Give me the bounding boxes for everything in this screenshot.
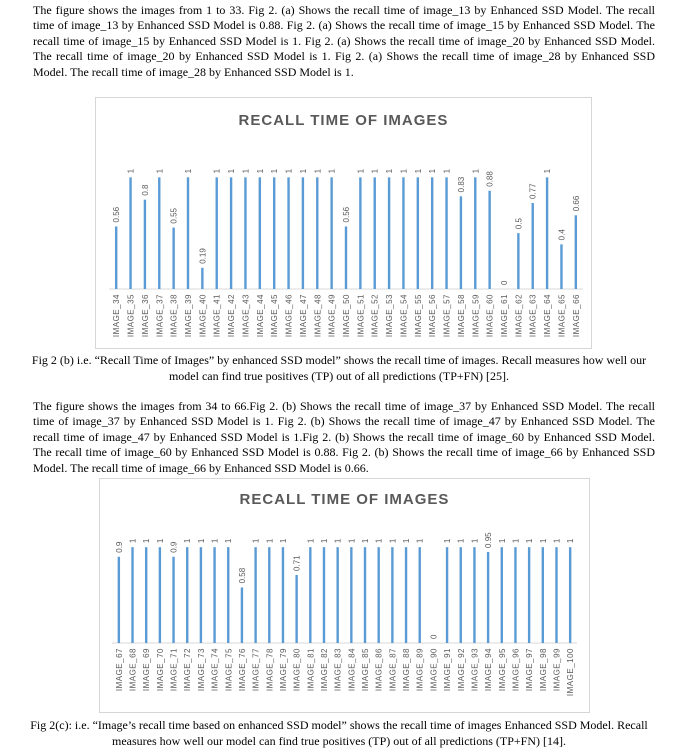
bar xyxy=(528,547,530,643)
bar xyxy=(446,547,448,643)
bar xyxy=(115,226,117,289)
data-label: 0 xyxy=(500,280,509,285)
chart-title: RECALL TIME OF IMAGES xyxy=(238,112,449,129)
bar xyxy=(187,177,189,289)
bar xyxy=(445,177,447,289)
data-label: 1 xyxy=(126,168,136,174)
data-label: 1 xyxy=(399,168,409,174)
data-label: 1 xyxy=(402,538,412,544)
data-label: 0.56 xyxy=(342,206,351,223)
data-label: 1 xyxy=(543,168,553,174)
category-label: IMAGE_69 xyxy=(142,648,152,692)
category-label: IMAGE_94 xyxy=(484,648,494,692)
data-label: 1 xyxy=(442,168,452,174)
bar xyxy=(569,547,571,643)
data-label: 1 xyxy=(284,168,294,174)
category-label: IMAGE_88 xyxy=(402,648,412,692)
data-label: 0.56 xyxy=(112,206,122,223)
category-label: IMAGE_60 xyxy=(485,294,495,338)
data-label: 1 xyxy=(443,538,453,544)
category-label: IMAGE_47 xyxy=(298,294,308,338)
bar xyxy=(330,177,332,289)
category-label: IMAGE_48 xyxy=(313,294,323,338)
paragraph-1: The figure shows the images from 1 to 33. Fig 2. (a) Shows the recall time of image_13 by Enhanced SSD Model. The recall time of image_13 by Enhanced SSD Model is 0.88. Fig 2. (a) Shows the recall time of image_15 by Enhanced SSD Model. The recall time of image_15 by Enhanced SSD Model is 1. Fig 2. (a) Shows the recall time of image_20 by Enhanced SSD Model. The recall time of image_20 by Enhanced SSD Model is 1. Fig 2. (a) Shows the recall time of image_28 by Enhanced SSD Model. The recall time of image_28 by Enhanced SSD Model is 1. xyxy=(33,3,655,79)
data-label: 1 xyxy=(255,168,265,174)
data-label: 1 xyxy=(241,168,251,174)
data-label: 0.83 xyxy=(456,176,466,193)
bar xyxy=(359,177,361,289)
data-label: 0.71 xyxy=(292,555,302,571)
category-label: IMAGE_56 xyxy=(428,294,438,338)
bar xyxy=(273,177,275,289)
category-label: IMAGE_44 xyxy=(255,294,265,338)
bar xyxy=(460,196,462,289)
bar xyxy=(309,547,311,643)
category-label: IMAGE_78 xyxy=(265,648,275,692)
bar xyxy=(131,547,133,643)
bar xyxy=(244,177,246,289)
category-label: IMAGE_91 xyxy=(443,648,453,692)
category-label: IMAGE_46 xyxy=(284,294,294,338)
category-label: IMAGE_54 xyxy=(399,294,409,338)
category-label: IMAGE_87 xyxy=(388,648,398,692)
category-label: IMAGE_72 xyxy=(183,648,193,692)
bar xyxy=(230,177,232,289)
category-label: IMAGE_70 xyxy=(155,648,165,692)
data-label: 1 xyxy=(251,538,261,544)
bar xyxy=(417,177,419,289)
category-label: IMAGE_81 xyxy=(306,648,316,692)
category-label: IMAGE_55 xyxy=(413,294,423,338)
category-label: IMAGE_85 xyxy=(361,648,371,692)
data-label: 1 xyxy=(497,538,507,544)
category-label: IMAGE_96 xyxy=(511,648,521,692)
category-label: IMAGE_43 xyxy=(241,294,251,338)
category-label: IMAGE_50 xyxy=(342,294,351,338)
category-label: IMAGE_98 xyxy=(538,648,548,692)
caption-2: Fig 2(c): i.e. “Image’s recall time based on enhanced SSD model” shows the recall time of images Enhanced SSD Model. Recall measures how well our model can find true positives (TP) out of all predictions (TP+FN) [14]. xyxy=(30,718,648,748)
bar xyxy=(158,177,160,289)
bar xyxy=(377,547,379,643)
data-label: 0.9 xyxy=(114,541,124,553)
bar xyxy=(474,177,476,289)
bar xyxy=(172,228,174,289)
data-label: 1 xyxy=(319,538,329,544)
bar xyxy=(419,547,421,643)
data-label: 1 xyxy=(184,168,193,174)
data-label: 0.77 xyxy=(528,183,538,200)
data-label: 1 xyxy=(388,538,398,544)
data-label: 1 xyxy=(298,168,308,174)
bar xyxy=(159,547,161,643)
bar xyxy=(488,191,490,289)
category-label: IMAGE_57 xyxy=(442,294,452,338)
category-label: IMAGE_38 xyxy=(169,294,179,338)
category-label: IMAGE_37 xyxy=(155,294,165,338)
paragraph-2: The figure shows the images from 34 to 66.Fig 2. (b) Shows the recall time of image_37 by Enhanced SSD Model. The recall time of image_37 by Enhanced SSD Model is 1. Fig 2. (b) Shows the recall time of image_47 by Enhanced SSD Model. The recall time of image_47 by Enhanced SSD Model is 1.Fig 2. (b) Shows the recall time of image_60 by Enhanced SSD Model. The recall time of image_60 by Enhanced SSD Model is 0.88. Fig 2. (b) Shows the recall time of image_66 by Enhanced SSD Model. The recall time of image_66 by Enhanced SSD Model is 0.66. xyxy=(33,399,655,475)
bar xyxy=(259,177,261,289)
recall-chart-1 xyxy=(96,98,591,348)
data-label: 1 xyxy=(183,538,193,544)
category-label: IMAGE_65 xyxy=(557,294,567,338)
bar xyxy=(302,177,304,289)
bar xyxy=(336,547,338,643)
category-label: IMAGE_93 xyxy=(470,648,480,692)
data-label: 1 xyxy=(224,538,234,544)
category-label: IMAGE_40 xyxy=(198,294,208,338)
category-label: IMAGE_76 xyxy=(237,648,247,692)
bar xyxy=(402,177,404,289)
bar xyxy=(201,268,203,289)
category-label: IMAGE_63 xyxy=(528,294,538,338)
data-label: 1 xyxy=(306,538,316,544)
data-label: 1 xyxy=(212,168,222,174)
category-label: IMAGE_58 xyxy=(456,294,466,338)
category-label: IMAGE_73 xyxy=(196,648,206,692)
bar xyxy=(487,552,489,643)
category-label: IMAGE_97 xyxy=(525,648,535,692)
data-label: 0.4 xyxy=(557,229,567,241)
category-label: IMAGE_95 xyxy=(497,648,507,692)
data-label: 1 xyxy=(511,538,521,544)
bar xyxy=(391,547,393,643)
bar xyxy=(316,177,318,289)
bar xyxy=(287,177,289,289)
bar xyxy=(268,547,270,643)
category-label: IMAGE_100 xyxy=(566,648,576,697)
bar xyxy=(501,547,503,643)
data-label: 1 xyxy=(142,538,152,544)
category-label: IMAGE_82 xyxy=(319,648,329,692)
recall-chart-2 xyxy=(100,479,589,712)
bar xyxy=(254,547,256,643)
bar xyxy=(517,233,519,289)
bar xyxy=(216,177,218,289)
bar xyxy=(431,177,433,289)
data-label: 1 xyxy=(385,168,395,174)
category-label: IMAGE_90 xyxy=(429,648,439,692)
data-label: 1 xyxy=(415,538,425,544)
bar xyxy=(345,226,347,289)
data-label: 1 xyxy=(470,538,480,544)
category-label: IMAGE_86 xyxy=(374,648,384,692)
category-label: IMAGE_53 xyxy=(385,294,395,338)
category-label: IMAGE_83 xyxy=(333,648,343,692)
bar xyxy=(532,203,534,289)
category-label: IMAGE_62 xyxy=(514,294,524,338)
category-label: IMAGE_89 xyxy=(415,648,425,692)
data-label: 1 xyxy=(128,538,138,544)
bar xyxy=(213,547,215,643)
category-label: IMAGE_34 xyxy=(112,294,122,338)
bar xyxy=(323,547,325,643)
bar xyxy=(473,547,475,643)
caption-1: Fig 2 (b) i.e. “Recall Time of Images” by enhanced SSD model” shows the recall time of images. Recall measures how well our model can find true positives (TP) out of all predictions (TP+FN) [25]. xyxy=(31,353,647,383)
category-label: IMAGE_74 xyxy=(210,648,220,692)
data-label: 1 xyxy=(538,538,548,544)
category-label: IMAGE_49 xyxy=(327,294,337,338)
category-label: IMAGE_45 xyxy=(270,294,280,338)
category-label: IMAGE_51 xyxy=(356,294,366,338)
category-label: IMAGE_75 xyxy=(224,648,234,692)
bar xyxy=(542,547,544,643)
data-label: 0.88 xyxy=(485,171,495,187)
data-label: 0.5 xyxy=(514,218,524,230)
category-label: IMAGE_92 xyxy=(456,648,466,692)
category-label: IMAGE_80 xyxy=(292,648,302,692)
data-label: 1 xyxy=(155,168,165,174)
data-label: 0.95 xyxy=(484,532,494,548)
bar xyxy=(241,587,243,643)
data-label: 1 xyxy=(471,168,481,174)
bar xyxy=(118,557,120,643)
data-label: 1 xyxy=(525,538,535,544)
bar xyxy=(555,547,557,643)
category-label: IMAGE_64 xyxy=(543,294,553,338)
data-label: 1 xyxy=(313,168,323,174)
bar xyxy=(374,177,376,289)
data-label: 1 xyxy=(270,168,280,174)
bar xyxy=(145,547,147,643)
data-label: 1 xyxy=(265,538,275,544)
category-label: IMAGE_79 xyxy=(278,648,288,692)
bar xyxy=(364,547,366,643)
bar xyxy=(560,244,562,289)
data-label: 1 xyxy=(552,538,562,544)
bar xyxy=(350,547,352,643)
data-label: 1 xyxy=(428,168,438,174)
data-label: 0.58 xyxy=(237,567,247,584)
category-label: IMAGE_35 xyxy=(126,294,136,338)
category-label: IMAGE_84 xyxy=(347,648,357,692)
data-label: 0.55 xyxy=(169,208,179,224)
category-label: IMAGE_68 xyxy=(128,648,138,692)
data-label: 0.9 xyxy=(169,541,179,553)
category-label: IMAGE_39 xyxy=(184,294,193,338)
category-label: IMAGE_66 xyxy=(571,294,581,338)
chart-title: RECALL TIME OF IMAGES xyxy=(239,491,450,508)
bar xyxy=(186,547,188,643)
data-label: 1 xyxy=(374,538,384,544)
data-label: 0 xyxy=(429,634,439,639)
bar xyxy=(295,575,297,643)
bar xyxy=(405,547,407,643)
category-label: IMAGE_59 xyxy=(471,294,481,338)
data-label: 0.66 xyxy=(571,195,581,212)
data-label: 0.19 xyxy=(198,248,208,264)
data-label: 1 xyxy=(278,538,288,544)
bar xyxy=(575,215,577,289)
category-label: IMAGE_71 xyxy=(169,648,179,692)
data-label: 1 xyxy=(361,538,371,544)
chart-1-frame xyxy=(95,97,592,349)
category-label: IMAGE_52 xyxy=(370,294,380,338)
data-label: 1 xyxy=(413,168,423,174)
data-label: 0.8 xyxy=(140,184,150,196)
bar xyxy=(227,547,229,643)
bar xyxy=(460,547,462,643)
data-label: 1 xyxy=(196,538,206,544)
data-label: 1 xyxy=(347,538,357,544)
bar xyxy=(388,177,390,289)
data-label: 1 xyxy=(456,538,466,544)
data-label: 1 xyxy=(356,168,366,174)
category-label: IMAGE_42 xyxy=(227,294,237,338)
data-label: 1 xyxy=(155,538,165,544)
chart-2-frame xyxy=(99,478,590,713)
data-label: 1 xyxy=(566,538,576,544)
category-label: IMAGE_99 xyxy=(552,648,562,692)
data-label: 1 xyxy=(327,168,337,174)
category-label: IMAGE_67 xyxy=(114,648,124,692)
bar xyxy=(172,557,174,643)
bar xyxy=(200,547,202,643)
data-label: 1 xyxy=(210,538,220,544)
bar xyxy=(282,547,284,643)
category-label: IMAGE_77 xyxy=(251,648,261,692)
category-label: IMAGE_36 xyxy=(140,294,150,338)
data-label: 1 xyxy=(370,168,380,174)
data-label: 1 xyxy=(333,538,343,544)
data-label: 1 xyxy=(227,168,237,174)
category-label: IMAGE_41 xyxy=(212,294,222,338)
bar xyxy=(514,547,516,643)
bar xyxy=(129,177,131,289)
bar xyxy=(144,200,146,289)
category-label: IMAGE_61 xyxy=(500,294,509,338)
bar xyxy=(546,177,548,289)
